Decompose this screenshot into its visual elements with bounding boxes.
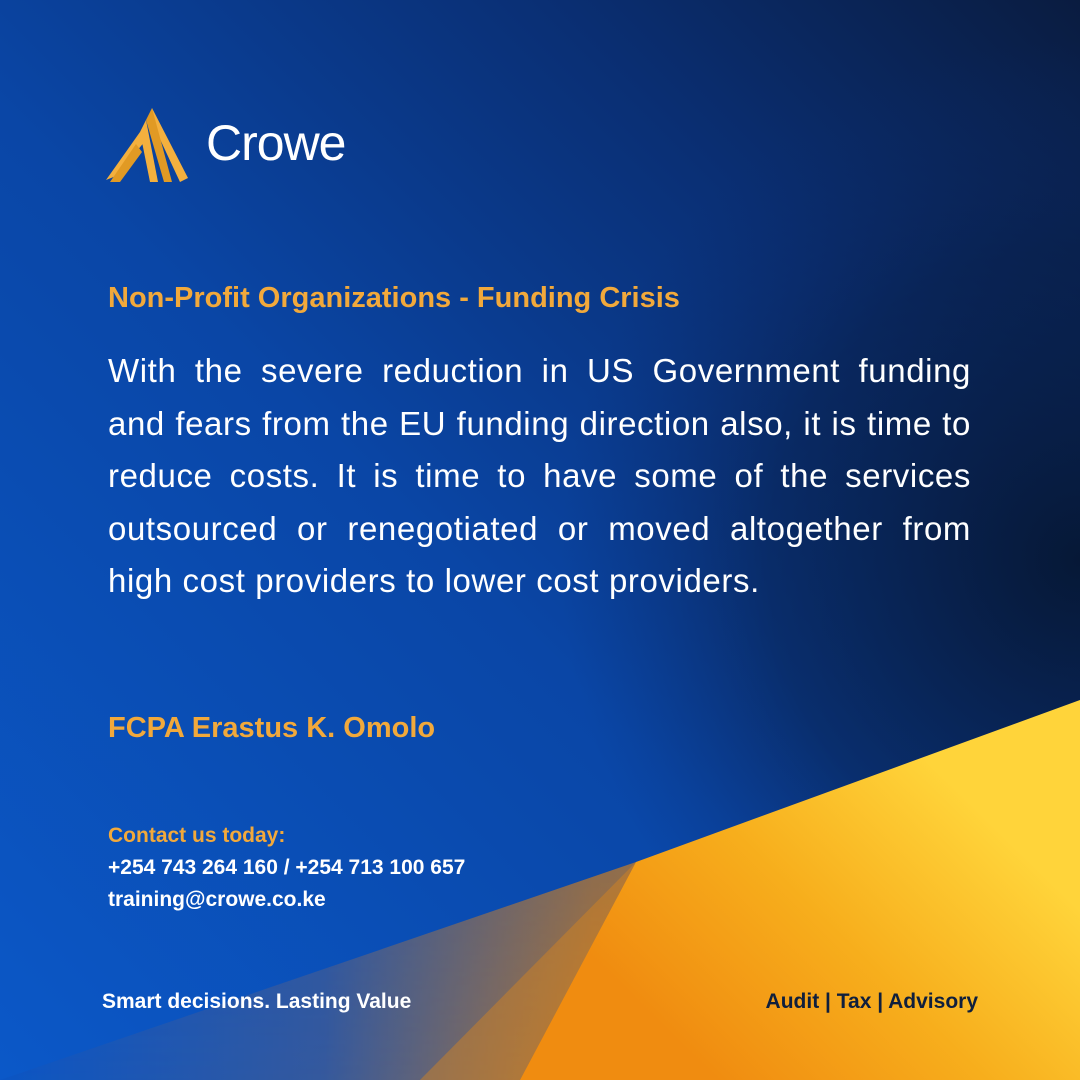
footer-services: Audit | Tax | Advisory [765,990,978,1013]
footer-tagline: Smart decisions. Lasting Value [102,990,412,1013]
contact-phones: +254 743 264 160 / +254 713 100 657 [108,856,466,879]
contact-email[interactable]: training@crowe.co.ke [108,888,326,911]
crowe-chevron-icon [106,108,188,182]
contact-block [108,820,465,916]
crowe-logo [106,105,345,185]
post-heading: Non-Profit Organizations - Funding Crisis [108,282,680,314]
post-author: FCPA Erastus K. Omolo [108,712,436,744]
post-body: With the severe reduction in US Government funding and fears from the EU funding direction also, it is time to reduce costs. It is time to have some of the services outsourced or renegotiated or moved altogether from high cost providers to lower cost providers. [108,352,971,600]
contact-label: Contact us today: [108,824,286,847]
brand-name: Crowe [206,115,346,171]
